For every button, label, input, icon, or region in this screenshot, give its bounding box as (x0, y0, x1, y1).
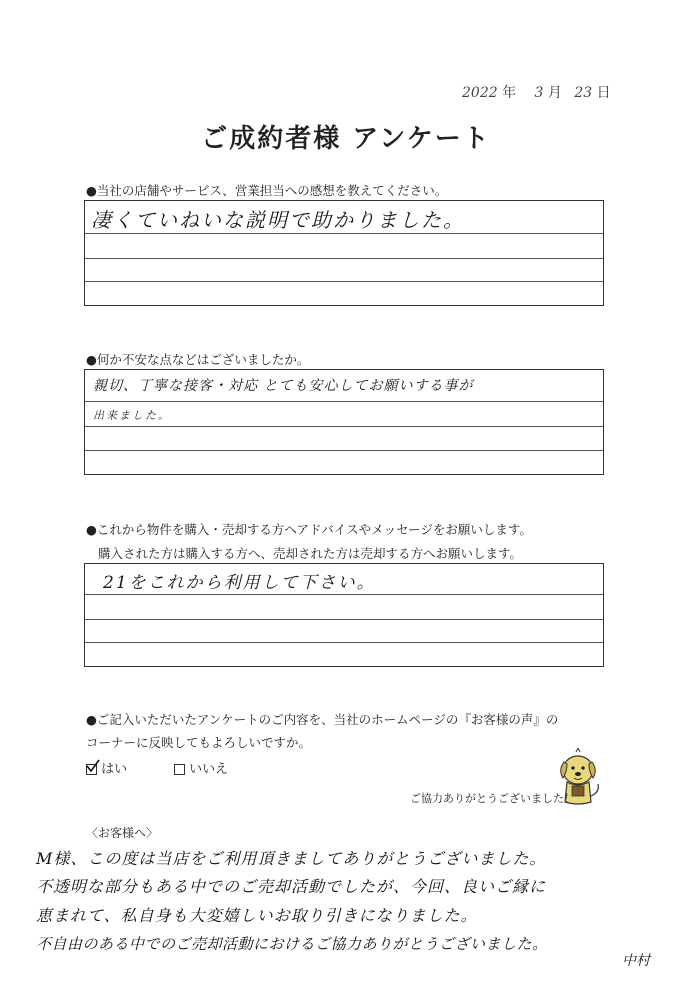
q2-answer-box (84, 369, 604, 475)
q2-rule (85, 426, 603, 427)
q3-rule (85, 642, 603, 643)
consent-yes-option[interactable] (86, 758, 127, 777)
q3-question-line2: 購入された方は購入する方へ、売却された方は売却する方へお願いします。 (98, 546, 523, 561)
customer-message-line: M様、この度は当店をご利用頂きましてありがとうございました。 (36, 849, 547, 868)
q3-answer-text: 21をこれから利用して下さい。 (103, 573, 376, 593)
date-month: 3 (534, 85, 544, 101)
customer-message-line: 不透明な部分もある中でのご売却活動でしたが、今回、良いご縁に (36, 877, 547, 896)
q3-rule (85, 619, 603, 620)
date-year: 2022 (462, 85, 498, 101)
page-title: ご成約者様 アンケート (201, 124, 491, 154)
q3-rule (85, 594, 603, 595)
survey-date (462, 82, 611, 102)
checkbox-empty-icon[interactable] (174, 764, 185, 775)
q2-answer-line2: 出来ました。 (93, 409, 171, 422)
date-year-label: 年 (502, 85, 517, 101)
q2-answer-line1: 親切、丁寧な接客・対応 とても安心してお願いする事が (93, 378, 474, 394)
q3-answer-box (84, 563, 604, 667)
thanks-message: ご協力ありがとうございました！ (410, 792, 575, 805)
customer-message-line: 恵まれて、私自身も大変嬉しいお取り引きになりました。 (36, 906, 478, 925)
q2-rule (85, 401, 603, 402)
consent-question-line2: コーナーに反映してもよろしいですか。 (86, 735, 312, 750)
consent-yes-label: はい (101, 762, 128, 777)
customer-section-label: 〈お客様へ〉 (86, 826, 159, 840)
date-day: 23 (574, 85, 593, 101)
q1-answer-text: 凄くていねいな説明で助かりました。 (91, 208, 465, 232)
checkbox-checked-icon[interactable] (86, 764, 97, 775)
q1-question: ●当社の店舗やサービス、営業担当への感想を教えてください。 (86, 183, 448, 198)
consent-question-line1: ●ご記入いただいたアンケートのご内容を、当社のホームページの『お客様の声』の (86, 712, 559, 727)
customer-message-line: 不自由のある中でのご売却活動におけるご協力ありがとうございました。 (36, 935, 548, 953)
consent-no-label: いいえ (189, 762, 229, 777)
date-day-label: 日 (596, 85, 611, 101)
staff-signature: 中村 (622, 953, 650, 969)
q3-question-line1: ●これから物件を購入・売却する方へアドバイスやメッセージをお願いします。 (86, 522, 532, 537)
q1-answer-box (84, 200, 604, 306)
q2-question: ●何か不安な点などはございましたか。 (86, 352, 310, 367)
q1-rule (85, 233, 603, 234)
q1-rule (85, 281, 603, 282)
consent-no-option[interactable] (174, 758, 228, 777)
q2-rule (85, 450, 603, 451)
q1-rule (85, 258, 603, 259)
date-month-label: 月 (547, 85, 562, 101)
